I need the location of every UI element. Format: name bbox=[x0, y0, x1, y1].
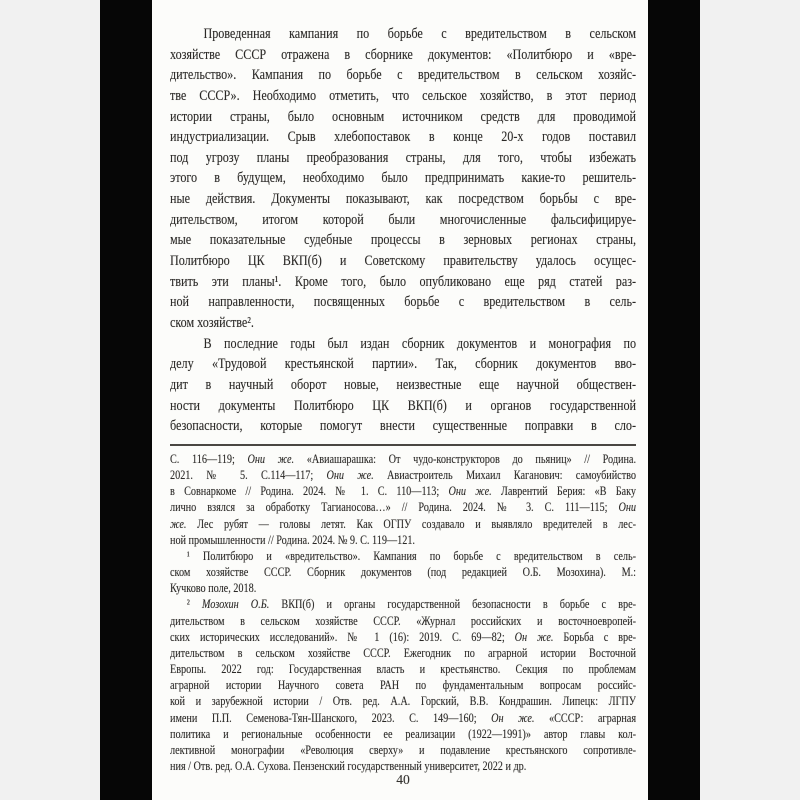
body-text bbox=[170, 24, 636, 437]
text-line: лично взялся за обработку Тагианосова…» // Родина. 2024. № 3. С. 111—115; Они bbox=[170, 500, 637, 515]
paragraph-campaign bbox=[170, 24, 636, 334]
text-line: ния / Отв. ред. О.А. Сухова. Пензенский государственный университет, 2022 и др. bbox=[170, 758, 527, 773]
text-line: ском хозяйстве². bbox=[170, 313, 254, 331]
text-line: же. Лес рубят — головы летят. Как ОГПУ создавало и выявляло вредителей в лес- bbox=[170, 516, 637, 531]
text-line: дительством в сельском хозяйстве СССР. Ежегодник по аграрной истории Восточной bbox=[170, 645, 637, 660]
text-line: ности документы Политбюро ЦК ВКП(б) и органов государственной bbox=[170, 396, 637, 414]
text-line: лективной монографии «Революция сверху» и подавление крестьянского сопротивле- bbox=[170, 742, 637, 757]
text-line: делу «Трудовой крестьянской партии». Так, сборник документов вво- bbox=[170, 355, 637, 373]
right-book-edge-bar bbox=[648, 0, 700, 800]
text-line: дительство». Кампания по борьбе с вредительством в сельском хозяйс- bbox=[170, 66, 637, 84]
footnotes-block bbox=[170, 451, 636, 774]
text-line: дительством в сельском хозяйстве СССР. «Журнал российских и восточноевропей- bbox=[170, 613, 637, 628]
text-line: под угрозу планы преобразования страны, для того, чтобы избежать bbox=[170, 148, 637, 166]
book-page bbox=[152, 0, 648, 800]
text-line: индустриализации. Срыв хлебопоставок в конце 20-х годов поставил bbox=[170, 128, 637, 146]
text-line: ной направленности, посвященных борьбе с вредительством в сель- bbox=[170, 293, 637, 311]
text-line: ских исторических исследований». № 1 (16): 2019. С. 69—82; Он же. Борьба с вре- bbox=[170, 629, 637, 644]
text-line: Европы. 2022 год: Государственная власть и крестьянство. Секция по проблемам bbox=[170, 662, 637, 677]
text-line: безопасности, которые помогут внести существенные поправки в сло- bbox=[170, 417, 637, 435]
text-line: твить эти планы¹. Кроме того, было опубликовано еще ряд статей раз- bbox=[170, 272, 637, 290]
text-line: хозяйстве СССР отражена в сборнике документов: «Политбюро и «вре- bbox=[170, 45, 637, 63]
paragraph-recent-years bbox=[170, 334, 636, 437]
text-line: тве СССР». Необходимо отметить, что сельское хозяйство, в этот период bbox=[170, 86, 637, 104]
text-line: истории страны, было основным источником средств для проводимой bbox=[170, 107, 637, 125]
text-line: политика и региональные особенности ее реализации (1922—1991)» автор главы кол- bbox=[170, 726, 637, 741]
text-line: дит в научный оборот новые, неизвестные еще научной обществен- bbox=[170, 375, 637, 393]
footnote-separator-rule bbox=[170, 444, 636, 446]
text-line: имени П.П. Семенова-Тян-Шанского, 2023. С. 149—160; Он же. «СССР: аграрная bbox=[170, 710, 637, 725]
text-line: в Совнаркоме // Родина. 2024. № 1. С. 110—113; Они же. Лаврентий Берия: «В Баку bbox=[170, 484, 636, 499]
text-line: ной промышленности // Родина. 2024. № 9. С. 119—121. bbox=[170, 532, 415, 547]
text-line: ные действия. Документы показывают, как посредством борьбы с вре- bbox=[170, 190, 637, 208]
text-line: аграрной истории Научного совета РАН по фундаментальным вопросам российс- bbox=[170, 678, 637, 693]
text-line: этого в будущем, необходимо было предпринимать какие-то решитель- bbox=[170, 169, 637, 187]
page-number: 40 bbox=[396, 772, 410, 787]
text-line: кой и зарубежной истории / Отв. ред. А.А. Горский, В.В. Кондрашин. Липецк: ЛГПУ bbox=[170, 694, 637, 709]
footnote-1 bbox=[170, 548, 636, 596]
text-line: Проведенная кампания по борьбе с вредительством в сельском bbox=[203, 25, 637, 42]
text-line: С. 116—119; Они же. «Авиашарашка: От чудо-конструкторов до пьяниц» // Родина. bbox=[170, 452, 636, 466]
text-line: Кучково поле, 2018. bbox=[170, 581, 257, 596]
text-line: дительством, итогом которой были многочисленные фальсифицируе- bbox=[170, 210, 637, 228]
footnote-2 bbox=[170, 596, 636, 774]
footnote-continuation bbox=[170, 451, 636, 548]
text-line: 2021. № 5. С.114—117; Они же. Авиастроитель Михаил Каганович: самоубийство bbox=[170, 468, 637, 483]
text-line: мые показательные судебные процессы в зерновых регионах страны, bbox=[170, 231, 637, 249]
text-line: ском хозяйстве СССР. Сборник документов (под редакцией О.Б. Мозохина). М.: bbox=[170, 565, 637, 580]
left-book-edge-bar bbox=[100, 0, 152, 800]
text-line: ² Мозохин О.Б. ВКП(б) и органы государственной безопасности в борьбе с вре- bbox=[186, 597, 637, 612]
text-line: Политбюро ЦК ВКП(б) и Советскому правительству удалось осущес- bbox=[170, 252, 637, 270]
text-line: ¹ Политбюро и «вредительство». Кампания по борьбе с вредительством в сель- bbox=[186, 548, 637, 563]
text-line: В последние годы был издан сборник документов и монография по bbox=[203, 334, 637, 352]
